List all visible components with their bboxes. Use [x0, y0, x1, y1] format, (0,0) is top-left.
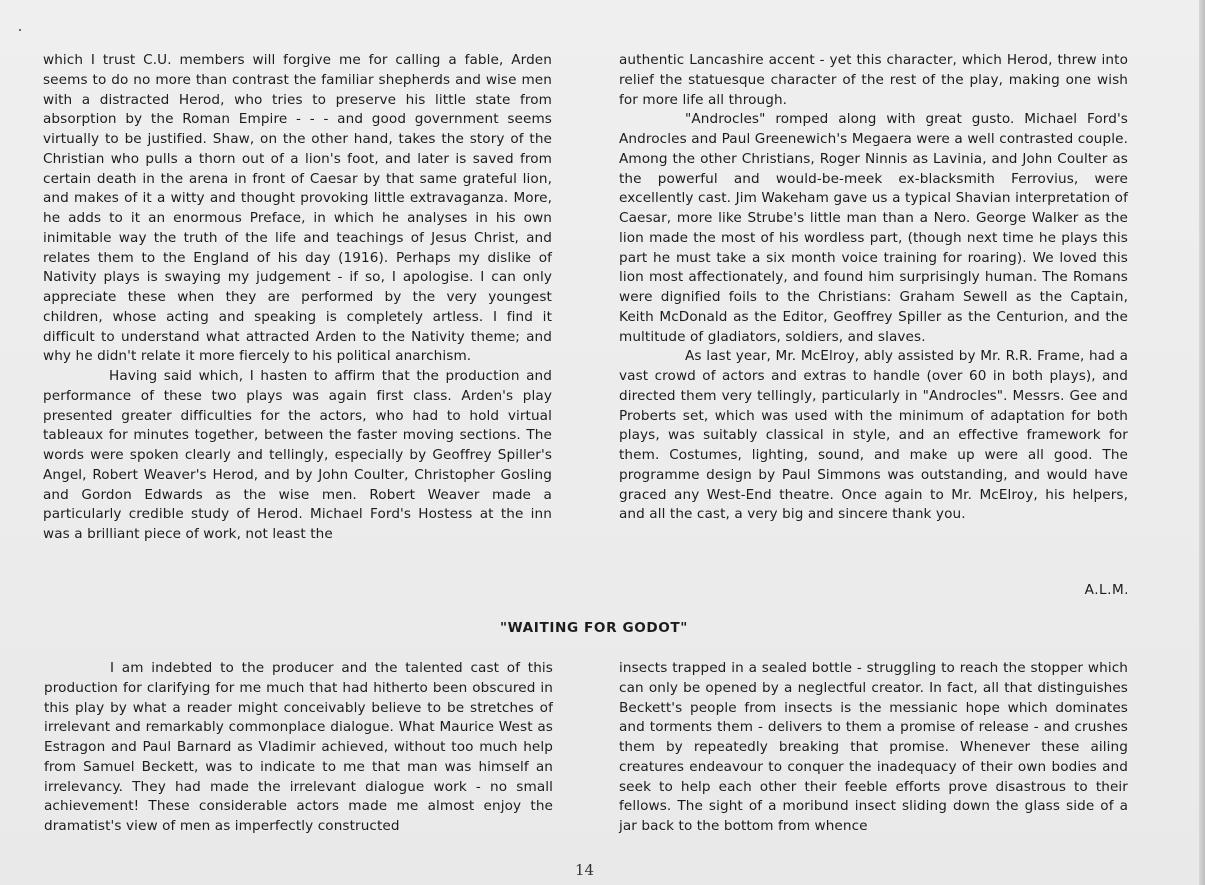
- paragraph: which I trust C.U. members will forgive me for calling a fable, Arden seems to do no more than contrast the familiar shepherds and wise men with a distracted Herod, who tries to preserve his little state from absorption by the Roman Empire - - - and good government seems virtually to be justified. Shaw, on the other hand, takes the story of the Christian who pulls a thorn out of a lion's foot, and later is saved from certain death in the arena in front of Caesar by that same grateful lion, and makes of it a witty and thought provoking little extravaganza. More, he adds to it an enormous Preface, in which he analyses in his own inimitable way the truth of the life and teachings of Jesus Christ, and relates them to the England of his day (1916). Perhaps my dislike of Nativity plays is swaying my judgement - if so, I apologise. I can only appreciate these when they are performed by the very youngest children, whose acting and speaking is completely artless. I find it difficult to understand what attracted Arden to the Nativity theme; and why he didn't relate it more fiercely to his political anarchism.: [43, 52, 552, 365]
- review-bottom-right-column: [619, 659, 1128, 837]
- paragraph: insects trapped in a sealed bottle - struggling to reach the stopper which can only be opened by a neglectful creator. In fact, all that distinguishes Beckett's people from insects is the messianic hope which dominates and torments them - delivers to them a promise of release - and crushes them by repeatedly breaking that promise. Whenever these ailing creatures endeavour to conquer the inadequacy of their own bodies and seek to help each other their feeble efforts prove disastrous to their fellows. The sight of a moribund insect sliding down the glass side of a jar back to the bottom from whence: [619, 660, 1128, 834]
- paragraph: "Androcles" romped along with great gusto. Michael Ford's Androcles and Paul Greenewich's Megaera were a well contrasted couple. Among the other Christians, Roger Ninnis as Lavinia, and John Coulter as the powerful and would-be-meek ex-blacksmith Ferrovius, were excellently cast. Jim Wakeham gave us a typical Shavian interpretation of Caesar, more like Strube's little man than a Nero. George Walker as the lion made the most of his wordless part, (though next time he plays this part he must take a six month voice training for roaring). We loved this lion most affectionately, and found him surprisingly human. The Romans were dignified foils to the Christians: Graham Sewell as the Captain, Keith McDonald as the Editor, Geoffrey Spiller as the Centurion, and the multitude of gladiators, soldiers, and slaves.: [619, 111, 1128, 345]
- paragraph: I am indebted to the producer and the talented cast of this production for clarifying for me much that had hitherto been obscured in this play by what a reader might conceivably believe to be stretches of irrelevant and remarkably commonplace dialogue. What Maurice West as Estragon and Paul Barnard as Vladimir achieved, without too much help from Samuel Beckett, was to indicate to me that man was himself an irrelevancy. They had made the irrelevant dialogue work - no small achievement! These considerable actors made me almost enjoy the dramatist's view of men as imperfectly constructed: [44, 660, 553, 834]
- paragraph: authentic Lancashire accent - yet this character, which Herod, threw into relief the statuesque character of the rest of the play, making one wish for more life all through.: [619, 52, 1128, 108]
- review-top-left-column: [43, 51, 552, 545]
- paragraph: As last year, Mr. McElroy, ably assisted by Mr. R.R. Frame, had a vast crowd of actors and extras to handle (over 60 in both plays), and directed them very tellingly, particularly in "Androcles". Messrs. Gee and Proberts set, which was used with the minimum of adaptation for both plays, was suitably classical in style, and an effective framework for them. Costumes, lighting, sound, and make up were all good. The programme design by Paul Simmons was outstanding, and would have graced any West-End theatre. Once again to Mr. McElroy, his helpers, and all the cast, a very big and sincere thank you.: [619, 348, 1128, 523]
- review-bottom-left-column: [44, 659, 553, 837]
- section-heading: "WAITING FOR GODOT": [500, 620, 688, 636]
- paragraph: Having said which, I hasten to affirm that the production and performance of these two plays was again first class. Arden's play presented greater difficulties for the actors, who had to hold virtual tableaux for minutes together, between the faster moving sections. The words were spoken clearly and tellingly, especially by Geoffrey Spiller's Angel, Robert Weaver's Herod, and by John Coulter, Christopher Gosling and Gordon Edwards as the wise men. Robert Weaver made a particularly credible study of Herod. Michael Ford's Hostess at the inn was a brilliant piece of work, not least the: [43, 368, 552, 542]
- page-edge-shadow: [1199, 0, 1205, 885]
- page-number: 14: [575, 861, 595, 879]
- speck-mark: [19, 29, 21, 31]
- author-signature: A.L.M.: [1084, 582, 1129, 598]
- review-top-right-column: [619, 51, 1128, 525]
